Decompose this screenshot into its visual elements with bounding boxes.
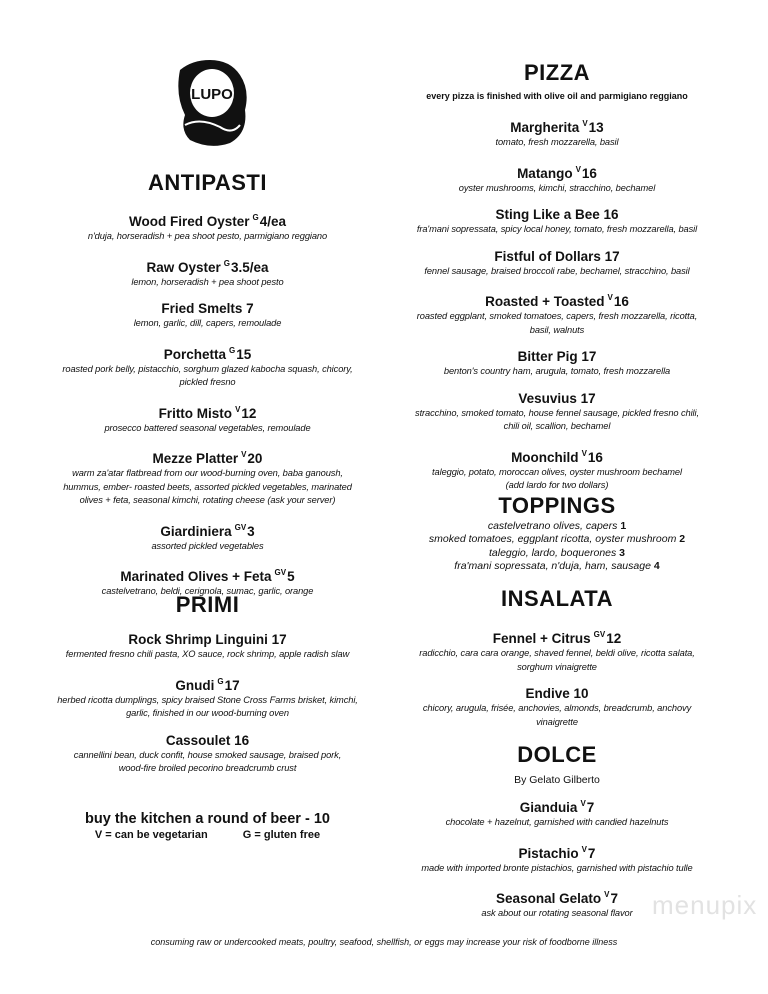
item-price: 16 (234, 732, 250, 748)
item-price: 17 (581, 349, 597, 364)
topping-price: 3 (619, 546, 626, 559)
beer-offer: buy the kitchen a round of beer - 10 (85, 811, 330, 827)
dietary-tag: GV (234, 522, 247, 532)
watermark: menupix (652, 890, 758, 920)
menu-item (25, 402, 390, 436)
item-name-line (25, 447, 390, 467)
item-name: Bitter Pig (517, 349, 578, 364)
menu-item (25, 447, 390, 508)
menu-item (382, 162, 732, 196)
item-name-line (25, 256, 390, 276)
item-description: pickled fresno (179, 377, 236, 387)
menu-item (382, 627, 732, 674)
menu-item (25, 520, 390, 554)
item-description: fennel sausage, braised broccoli rabe, bechamel, stracchino, basil (424, 265, 690, 276)
item-name-line (25, 632, 390, 648)
item-name: Roasted + Toasted (485, 294, 605, 309)
dietary-tag: G (223, 258, 230, 268)
item-name: Endive (525, 686, 570, 701)
item-description: stracchino, smoked tomato, house fennel sausage, pickled fresno chili, (415, 407, 699, 418)
item-price: 16 (613, 294, 629, 309)
item-name: Pistachio (518, 845, 579, 861)
item-price: 13 (588, 120, 604, 135)
item-name: Raw Oyster (146, 259, 221, 275)
dietary-tag: V (604, 890, 610, 899)
item-description: basil, walnuts (529, 324, 585, 335)
topping-names: taleggio, lardo, boquerones (488, 546, 617, 559)
item-name-line (382, 627, 732, 647)
topping-line (382, 547, 732, 560)
legend-gluten-free: G = gluten free (242, 829, 321, 841)
dietary-tag: GV (274, 568, 287, 577)
dolce-byline: By Gelato Gilberto (514, 774, 600, 786)
menu-item (25, 733, 390, 776)
dietary-tag: V (235, 404, 241, 414)
item-description: warm za'atar flatbread from our wood-burning oven, baba ganoush, (72, 468, 343, 478)
menu-item (25, 343, 390, 390)
item-description: vinaigrette (536, 716, 578, 727)
item-price: 7 (586, 800, 595, 815)
item-price: 15 (236, 346, 252, 362)
menu-item (382, 686, 732, 729)
topping-price: 1 (620, 520, 627, 532)
item-price: 12 (241, 405, 257, 421)
notes (25, 811, 390, 842)
section-title: INSALATA (501, 586, 613, 611)
item-price: 20 (247, 451, 263, 466)
dietary-tag: G (229, 345, 236, 355)
item-name: Marinated Olives + Feta (120, 569, 272, 584)
dietary-tag: V (580, 799, 586, 808)
dietary-tag: V (581, 844, 587, 854)
item-name: Vesuvius (518, 390, 577, 406)
topping-names: smoked tomatoes, eggplant ricotta, oyster mushroom (428, 533, 677, 546)
menu-item (382, 207, 732, 237)
item-description: n'duja, horseradish + pea shoot pesto, parmigiano reggiano (87, 231, 328, 241)
item-price: 16 (581, 165, 597, 181)
item-name-line (382, 686, 732, 702)
topping-price: 4 (653, 559, 660, 572)
item-description: chili oil, scallion, bechamel (503, 421, 611, 431)
dietary-tag: V (575, 164, 581, 174)
item-name-line (382, 842, 732, 862)
item-description: benton's country ham, arugula, tomato, fresh mozzarella (443, 366, 671, 376)
dietary-tag: G (217, 676, 224, 686)
item-name: Gianduia (519, 800, 578, 815)
menu-item (25, 674, 390, 721)
menu-item (382, 796, 732, 830)
pizza-section (382, 60, 732, 505)
section-title: ANTIPASTI (148, 170, 267, 195)
dietary-tag: G (252, 213, 259, 222)
legend (25, 828, 390, 842)
item-price: 7 (610, 891, 618, 906)
item-name-line (382, 116, 732, 136)
menu-item (25, 256, 390, 290)
item-name-line (382, 446, 732, 466)
item-description: prosecco battered seasonal vegetables, remoulade (104, 422, 311, 433)
item-description: lemon, garlic, dill, capers, remoulade (133, 318, 282, 328)
toppings-section (382, 493, 732, 573)
item-price: 10 (573, 686, 589, 701)
item-name: Fritto Misto (158, 405, 233, 421)
item-name: Margherita (510, 120, 580, 135)
item-name-line (382, 796, 732, 816)
logo-text: LUPO (191, 86, 233, 103)
item-price: 7 (587, 845, 596, 861)
item-name-line (382, 349, 732, 365)
item-name: Cassoulet (165, 732, 231, 748)
item-description: wood-fire broiled pecorino breadcrumb crust (118, 763, 297, 773)
item-description: oyster mushrooms, kimchi, stracchino, bechamel (458, 182, 656, 193)
item-description: made with imported bronte pistachios, garnished with pistachio tulle (421, 862, 693, 873)
item-name-line (382, 290, 732, 310)
item-name-line (25, 343, 390, 363)
item-description: sorghum vinaigrette (517, 661, 597, 672)
dietary-tag: V (581, 448, 587, 458)
item-description: radicchio, cara cara orange, shaved fennel, beldi olive, ricotta salata, (419, 648, 695, 658)
item-price: 17 (580, 390, 596, 406)
item-price: 3 (247, 523, 255, 539)
lupo-logo (170, 55, 250, 150)
item-name-line (25, 402, 390, 422)
dietary-tag: V (582, 119, 588, 128)
menu-item (382, 116, 732, 150)
dietary-tag: GV (593, 630, 606, 639)
item-description: hummus, ember- roasted beets, assorted pickled vegetables, marinated (63, 481, 352, 492)
item-price: 17 (271, 632, 287, 647)
menu-item (382, 349, 732, 379)
menu-item (25, 632, 390, 662)
topping-price: 2 (679, 533, 686, 546)
item-description: roasted pork belly, pistacchio, sorghum glazed kabocha squash, chicory, (62, 363, 353, 374)
menu-item (382, 249, 732, 279)
menu-item (25, 210, 390, 244)
item-name-line (382, 207, 732, 223)
item-name: Wood Fired Oyster (128, 214, 250, 229)
pizza-subtitle: every pizza is finished with olive oil and parmigiano reggiano (426, 91, 688, 101)
menu-item (25, 301, 390, 331)
item-name-line (25, 210, 390, 230)
item-description: garlic, finished in our wood-burning oven (126, 708, 289, 718)
item-description: castelvetrano, beldi, cerignola, sumac, garlic, orange (101, 586, 314, 596)
item-name: Porchetta (163, 346, 226, 362)
item-description: olives + feta, seasonal kimchi, rotating cheese (ask your server) (79, 495, 336, 505)
item-name-line (25, 733, 390, 749)
item-price: 16 (587, 449, 603, 465)
item-description: roasted eggplant, smoked tomatoes, capers, fresh mozzarella, ricotta, (416, 311, 698, 321)
item-name: Matango (517, 165, 573, 181)
item-description: chocolate + hazelnut, garnished with candied hazelnuts (445, 817, 669, 827)
menu-item (382, 446, 732, 493)
item-name: Gnudi (175, 677, 215, 693)
item-price: 7 (246, 301, 254, 316)
item-name: Fried Smelts (161, 301, 243, 316)
item-name-line (382, 162, 732, 182)
topping-line (382, 520, 732, 533)
section-title: PRIMI (175, 592, 240, 617)
item-description: ask about our rotating seasonal flavor (481, 908, 633, 918)
item-name-line (25, 674, 390, 694)
item-description: assorted pickled vegetables (151, 540, 264, 551)
item-name-line (25, 565, 390, 585)
item-description: cannellini bean, duck confit, house smoked sausage, braised pork, (73, 749, 342, 760)
insalata-section (382, 586, 732, 741)
item-description: tomato, fresh mozzarella, basil (495, 137, 619, 147)
item-name-line (382, 391, 732, 407)
item-description: chicory, arugula, frisée, anchovies, almonds, breadcrumb, anchovy (422, 703, 692, 713)
section-title: PIZZA (523, 60, 591, 85)
item-price: 16 (603, 207, 619, 222)
topping-names: fra'mani sopressata, n'duja, ham, sausage (454, 559, 651, 572)
item-price: 17 (604, 248, 620, 264)
item-name: Fennel + Citrus (492, 631, 591, 646)
item-name: Giardiniera (160, 523, 232, 539)
item-price: 3.5/ea (230, 259, 269, 275)
topping-line (382, 533, 732, 546)
item-description: taleggio, potato, moroccan olives, oyster mushroom bechamel (432, 466, 682, 477)
item-name: Sting Like a Bee (495, 207, 600, 222)
item-name: Moonchild (511, 449, 579, 465)
item-description: lemon, horseradish + pea shoot pesto (131, 276, 284, 287)
item-name: Seasonal Gelato (496, 891, 602, 906)
menu-item (382, 391, 732, 434)
item-description: herbed ricotta dumplings, spicy braised Stone Cross Farms brisket, kimchi, (57, 694, 358, 705)
item-price: 17 (224, 677, 240, 693)
menu-item (382, 290, 732, 337)
legend-vegetarian: V = can be vegetarian (94, 829, 208, 841)
item-price: 5 (287, 569, 295, 584)
item-price: 12 (606, 631, 622, 646)
item-name: Fistful of Dollars (494, 248, 601, 264)
topping-names: castelvetrano olives, capers (487, 520, 618, 532)
item-name-line (382, 249, 732, 265)
primi-section (25, 592, 390, 788)
item-description: (add lardo for two dollars) (505, 480, 609, 490)
item-price: 4/ea (259, 214, 287, 229)
section-title: TOPPINGS (498, 493, 616, 518)
item-name-line (25, 520, 390, 540)
item-name-line (25, 301, 390, 317)
dietary-tag: V (241, 450, 247, 459)
item-description: fermented fresno chili pasta, XO sauce, rock shrimp, apple radish slaw (65, 649, 350, 659)
item-name: Mezze Platter (152, 451, 239, 466)
section-title: DOLCE (517, 742, 597, 767)
item-name: Rock Shrimp Linguini (128, 632, 268, 647)
dietary-tag: V (607, 293, 613, 302)
footer-disclaimer: consuming raw or undercooked meats, poultry, seafood, shellfish, or eggs may increase your risk of foodborne illness (150, 937, 618, 947)
item-description: fra'mani sopressata, spicy local honey, tomato, fresh mozzarella, basil (416, 224, 698, 234)
topping-line (382, 560, 732, 573)
menu-item (382, 842, 732, 876)
antipasti-section (25, 170, 390, 611)
